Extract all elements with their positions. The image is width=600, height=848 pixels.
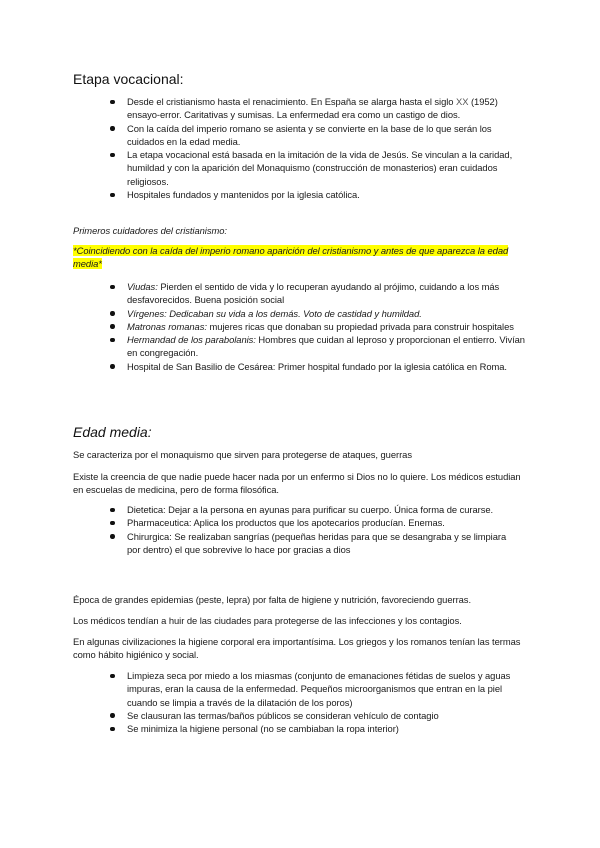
- list-item: Viudas: Pierden el sentido de vida y lo recuperan ayudando al prójimo, cuidando a los más desfavorecidos. Buena posición social: [110, 280, 525, 307]
- list-item: Se clausuran las termas/baños públicos se consideran vehículo de contagio: [110, 709, 525, 722]
- list-item: Chirurgica: Se realizaban sangrías (pequeñas heridas para que se desangraba y se limpiara por dentro) el que sobrevive lo hace por gracias a dios: [110, 530, 515, 557]
- list-item: Vírgenes: Dedicaban su vida a los demás. Voto de castidad y humildad.: [110, 307, 525, 320]
- highlighted-note: *Coincidiendo con la caída del imperio romano aparición del cristianismo y antes de que aparezca la edad media*: [73, 245, 509, 270]
- list-item: Matronas romanas: mujeres ricas que donaban su propiedad privada para construir hospitales: [110, 320, 525, 333]
- list-item: Desde el cristianismo hasta el renacimiento. En España se alarga hasta el siglo XX (1952) ensayo-error. Caritativas y sumisas. La enfermedad era como un castigo de dios.: [110, 95, 525, 122]
- list-item: Hermandad de los parabolanis: Hombres que cuidan al leproso y proporcionan el entierro. Vivían en congregación.: [110, 333, 525, 360]
- etapa-vocacional-list: [110, 95, 525, 201]
- edad-media-list: [110, 503, 515, 556]
- section-title-edad-media: Edad media:: [73, 424, 152, 440]
- list-item: Pharmaceutica: Aplica los productos que los apotecarios producían. Enemas.: [110, 516, 515, 529]
- list-item: La etapa vocacional está basada en la imitación de la vida de Jesús. Se vinculan a la caridad, humildad y con la aparición del Monaquismo (construcción de monasterios) eran cuidados religiosos.: [110, 148, 525, 188]
- paragraph: Los médicos tendían a huir de las ciudades para protegerse de las infecciones y los contagios.: [73, 615, 462, 626]
- list-item: Dietetica: Dejar a la persona en ayunas para purificar su cuerpo. Única forma de curarse.: [110, 503, 515, 516]
- list-item: Hospitales fundados y mantenidos por la iglesia católica.: [110, 188, 525, 201]
- higiene-list: [110, 669, 525, 735]
- list-item: Limpieza seca por miedo a los miasmas (conjunto de emanaciones fétidas de suelos y aguas impuras, eran la causa de la enfermedad. Pequeños microorganismos que entran en la piel cuando se limpia a través de la dilatación de los poros): [110, 669, 525, 709]
- cuidadores-list: [110, 280, 525, 373]
- paragraph: Época de grandes epidemias (peste, lepra) por falta de higiene y nutrición, favoreciendo guerras.: [73, 594, 471, 605]
- subtitle-primeros-cuidadores: Primeros cuidadores del cristianismo:: [73, 225, 227, 236]
- paragraph: En algunas civilizaciones la higiene corporal era importantísima. Los griegos y los romanos tenían las termas como hábito higiénico y social.: [73, 636, 521, 661]
- list-item: Se minimiza la higiene personal (no se cambiaban la ropa interior): [110, 722, 525, 735]
- list-item: Hospital de San Basilio de Cesárea: Primer hospital fundado por la iglesia católica en Roma.: [110, 360, 525, 373]
- paragraph: Se caracteriza por el monaquismo que sirven para protegerse de ataques, guerras: [73, 449, 412, 460]
- paragraph: Existe la creencia de que nadie puede hacer nada por un enfermo si Dios no lo quiere. Los médicos estudian en escuelas de medicina, pero de forma filosófica.: [73, 471, 521, 496]
- list-item: Con la caída del imperio romano se asienta y se convierte en la base de lo que serán los cuidados en la edad media.: [110, 122, 525, 149]
- section-title-etapa-vocacional: Etapa vocacional:: [73, 71, 184, 87]
